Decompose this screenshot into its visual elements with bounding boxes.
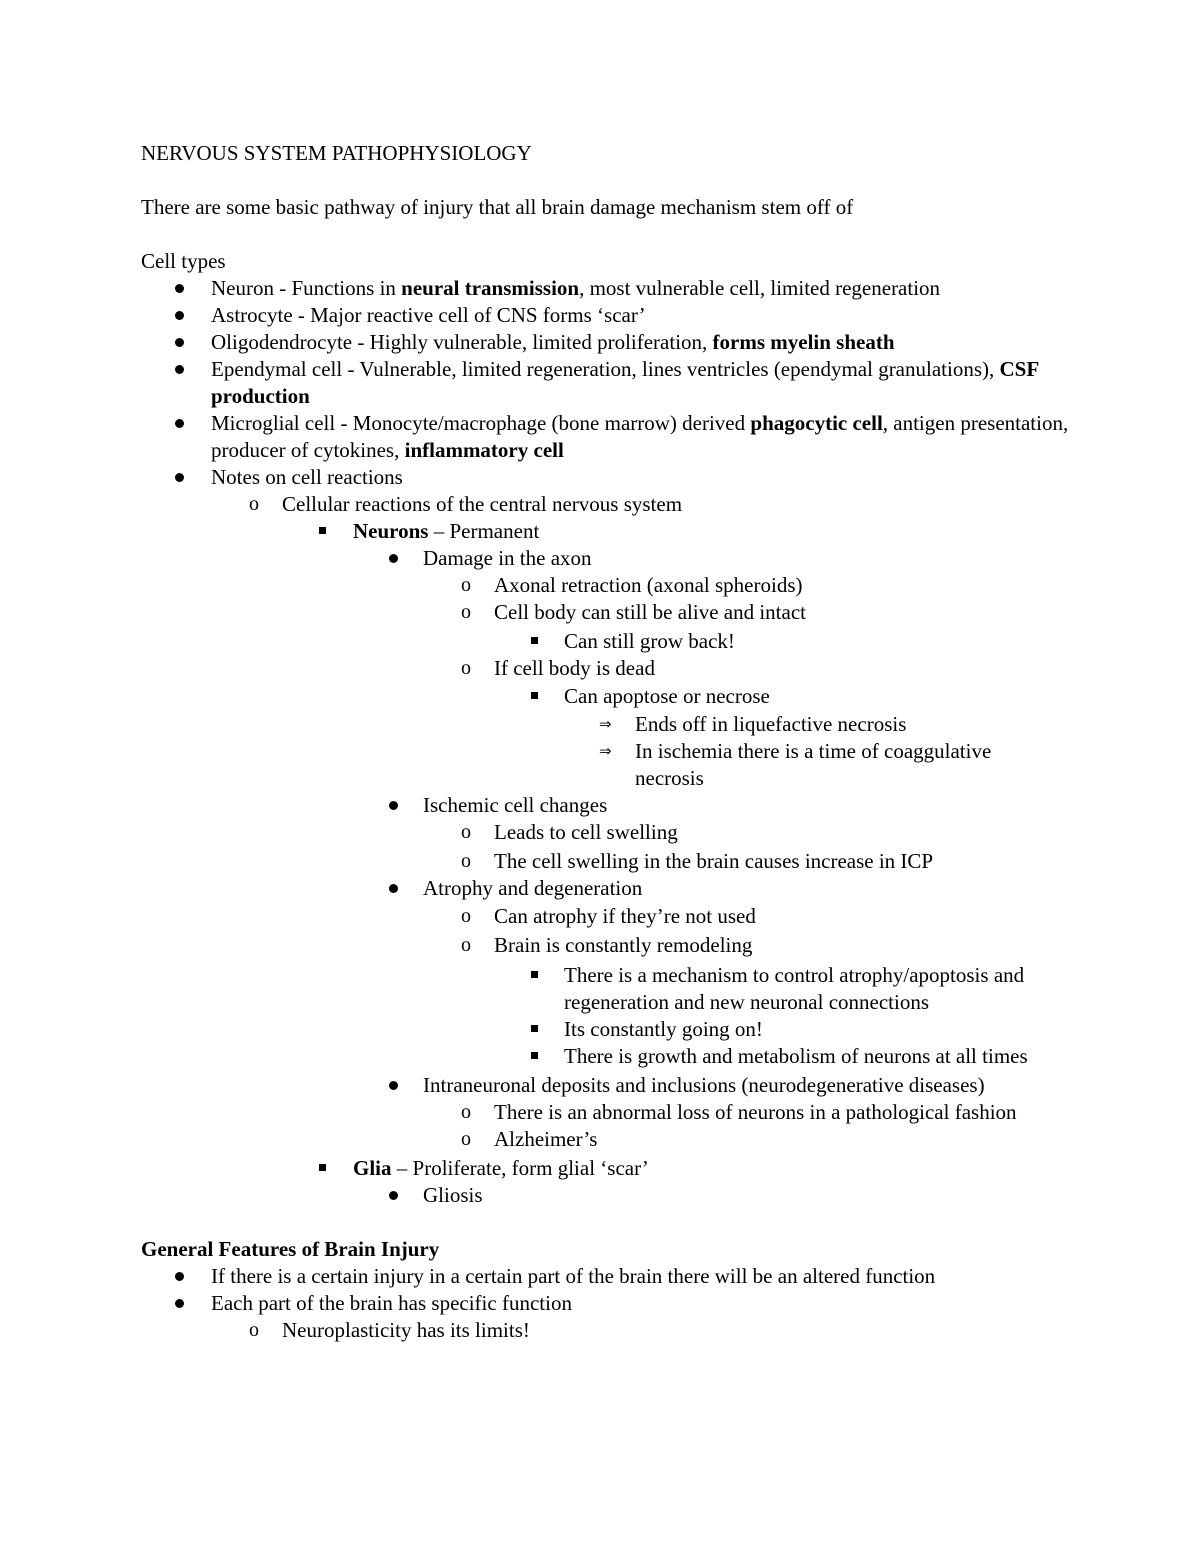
intro-paragraph: There are some basic pathway of injury that all brain damage mechanism stem off of xyxy=(141,195,854,219)
list-item-neuroplasticity: o Neuroplasticity has its limits! xyxy=(249,1318,530,1342)
circle-bullet-icon: o xyxy=(461,657,471,679)
list-item-neuron: Neuron - Functions in neural transmission, most vulnerable cell, limited regeneration xyxy=(141,275,1071,302)
list-item-specific-function: Each part of the brain has specific function xyxy=(141,1290,1071,1317)
arrow-right-icon: ⇒ xyxy=(599,742,612,760)
section-heading-general: General Features of Brain Injury xyxy=(141,1237,440,1261)
list-item-apoptose: Can apoptose or necrose xyxy=(141,683,1071,710)
list-item-cell-body-alive: o Cell body can still be alive and intact xyxy=(461,600,806,624)
list-item-ischemia: ⇒ In ischemia there is a time of coaggulative necrosis xyxy=(599,739,992,790)
circle-bullet-icon: o xyxy=(461,821,471,843)
list-item-mechanism: There is a mechanism to control atrophy/apoptosis and regeneration and new neuronal connections xyxy=(141,962,1054,1016)
cell-types-label: Cell types xyxy=(141,249,226,273)
circle-bullet-icon: o xyxy=(249,1319,259,1341)
document-title: NERVOUS SYSTEM PATHOPHYSIOLOGY xyxy=(141,141,532,165)
list-item-cellular-reactions: o Cellular reactions of the central nervous system xyxy=(249,492,683,516)
list-item-notes: Notes on cell reactions xyxy=(141,464,1071,491)
list-item-liquefactive: ⇒ Ends off in liquefactive necrosis xyxy=(599,712,907,736)
cell-types-list xyxy=(141,275,1071,1209)
list-item-neurons: Neurons – Permanent xyxy=(141,518,1071,545)
list-item-swelling: o Leads to cell swelling xyxy=(461,820,678,844)
list-item-gliosis: Gliosis xyxy=(141,1182,1071,1209)
circle-bullet-icon: o xyxy=(461,1101,471,1123)
list-item-axonal-retraction: o Axonal retraction (axonal spheroids) xyxy=(461,573,803,597)
list-item-abnormal-loss: o There is an abnormal loss of neurons in a pathological fashion xyxy=(461,1100,1017,1124)
list-item-alzheimers: o Alzheimer’s xyxy=(461,1127,598,1151)
arrow-right-icon: ⇒ xyxy=(599,715,612,733)
list-item-ependymal: Ependymal cell - Vulnerable, limited regeneration, lines ventricles (ependymal granulations), CSF production xyxy=(141,356,1071,410)
list-item-cell-body-dead: o If cell body is dead xyxy=(461,656,655,680)
general-features-list xyxy=(141,1263,1071,1344)
circle-bullet-icon: o xyxy=(461,601,471,623)
list-item-astrocyte: Astrocyte - Major reactive cell of CNS forms ‘scar’ xyxy=(141,302,1071,329)
list-item-icp: o The cell swelling in the brain causes increase in ICP xyxy=(461,849,934,873)
list-item-altered-function: If there is a certain injury in a certain part of the brain there will be an altered function xyxy=(141,1263,1071,1290)
circle-bullet-icon: o xyxy=(461,934,471,956)
list-item-deposits: Intraneuronal deposits and inclusions (neurodegenerative diseases) xyxy=(141,1072,1071,1099)
list-item-ischemic-changes: Ischemic cell changes xyxy=(141,792,1071,819)
list-item-remodeling: o Brain is constantly remodeling xyxy=(461,933,753,957)
list-item-grow-back: Can still grow back! xyxy=(141,628,1071,655)
circle-bullet-icon: o xyxy=(249,493,259,515)
list-item-glia: Glia – Proliferate, form glial ‘scar’ xyxy=(141,1155,1071,1182)
list-item-growth: There is growth and metabolism of neurons at all times xyxy=(141,1043,1054,1070)
list-item-not-used: o Can atrophy if they’re not used xyxy=(461,904,756,928)
circle-bullet-icon: o xyxy=(461,1128,471,1150)
list-item-oligodendrocyte: Oligodendrocyte - Highly vulnerable, limited proliferation, forms myelin sheath xyxy=(141,329,1071,356)
document-page xyxy=(141,140,1071,1344)
list-item-microglial: Microglial cell - Monocyte/macrophage (bone marrow) derived phagocytic cell, antigen presentation, producer of cytokines, inflammatory cell xyxy=(141,410,1071,464)
list-item-axon-damage: Damage in the axon xyxy=(141,545,1071,572)
list-item-atrophy: Atrophy and degeneration xyxy=(141,875,1071,902)
circle-bullet-icon: o xyxy=(461,574,471,596)
circle-bullet-icon: o xyxy=(461,905,471,927)
list-item-constantly: Its constantly going on! xyxy=(141,1016,1071,1043)
circle-bullet-icon: o xyxy=(461,850,471,872)
